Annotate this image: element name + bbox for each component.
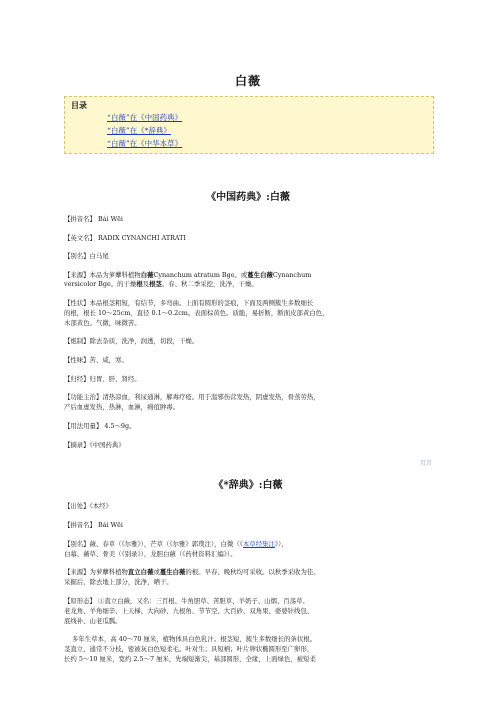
term-baiwei: 白薇 — [140, 271, 154, 279]
back-to-top-link[interactable]: 页首 — [419, 460, 432, 467]
pinyin-line: 【拼音名】 Bái Wēi — [64, 215, 123, 223]
description-line-1: 多年生草本，高 40～70 厘米，植物体具白色乳汁。根茎短，簇生多数细长的条状根。 — [72, 635, 316, 643]
plant-form-line-2: 老龙角、羊角细辛、上天梯、大向砂、九根角、节节空、大百砂、双角果、婆婆针线包、 — [64, 607, 314, 615]
toc-link-cidian[interactable]: “白薇”在《*辞典》 — [107, 126, 171, 135]
toc-label: 目录 — [71, 100, 87, 110]
text: 及 — [142, 280, 150, 288]
function-line-1: 【功能主治】清热凉血，利尿通淋，解毒疗疮。用于温邪伤营发热，阴虚发热，骨蒸劳热， — [64, 393, 320, 401]
traits-line-3: 木部黄色。气微，味微苦。 — [64, 319, 141, 327]
function-line-2: 产后血虚发热，热淋，血淋，痈疽肿毒。 — [64, 403, 180, 411]
description-line-2: 茎直立，通常不分枝，密被灰白色短柔毛。叶对生；具短柄；叶片卵状椭圆形至广卵形， — [64, 645, 314, 653]
toc-link-zhonghua-bencao[interactable]: “白薇”在《中华本草》 — [107, 139, 183, 148]
text: 【来源】为萝藦科植物 — [64, 568, 128, 576]
text: 【别名】薇、春草（《尔雅》），芒草（《尔雅》郭璞注），白微（《 — [64, 540, 243, 548]
section-heading-cidian: 《*辞典》:白薇 — [213, 480, 283, 491]
plant-form-line-1: 【原形态】 ①直立白薇，又名：三百根、牛角胆草、苦胆草、羊奶子、山烟、百荡草、 — [64, 597, 309, 605]
dosage-line: 【用法用量】 4.5～9g。 — [64, 422, 136, 430]
term-mansheng-baiwei: 蔓生白薇 — [159, 568, 186, 576]
traits-line-2: 的根，根长 10～25cm，直径 0.1～0.2cm。表面棕黄色。质脆，易折断，断面皮部黄白色， — [64, 309, 329, 317]
processing-line: 【炮制】除去杂质，洗净，润透，切段，干燥。 — [64, 337, 199, 345]
text: 。春、秋二季采挖，洗净，干燥。 — [161, 280, 258, 288]
toc-link-zhongguo-yaodian[interactable]: “白薇”在《中国药典》 — [107, 113, 183, 122]
bencaojing-jizhu-link[interactable]: 本草经集注 — [242, 540, 275, 548]
term-rhizome: 根茎 — [149, 280, 162, 288]
text: 的根。早春、晚秋均可采收。以秋季采收为佳。 — [185, 568, 320, 576]
alias-line-2-cont: 白幕、薇草、骨美（《别录》），龙胆白薇（《药材资料汇编》）。 — [64, 550, 237, 558]
source-line-2 — [64, 568, 320, 576]
meridian-line: 【归经】归胃、肝、肾经。 — [64, 375, 141, 383]
source-line-2-cont: 采掘后，除去地上部分，洗净，晒干。 — [64, 578, 173, 586]
excerpt-line: 【摘录】《中国药典》 — [64, 441, 125, 449]
term-root: 根 — [136, 280, 143, 288]
source-line — [64, 271, 311, 279]
table-of-contents — [64, 96, 434, 154]
origin-line: 【出处】《本经》 — [64, 502, 112, 510]
nature-line: 【性味】苦、咸，寒。 — [64, 356, 128, 364]
alias-line: 【别名】白马尾 — [64, 252, 109, 260]
text: 或 — [153, 568, 160, 576]
pinyin-line-2: 【拼音名】 Bái Wēi — [64, 521, 123, 529]
section-heading-yaodian: 《中国药典》:白薇 — [206, 192, 290, 203]
term-zhili-baiwei: 直立白薇 — [127, 568, 154, 576]
text: 【来源】本品为萝藦科植物 — [64, 271, 141, 279]
text: 》）， — [274, 540, 288, 548]
source-line-cont — [64, 280, 258, 288]
text: Cynanchum — [272, 271, 312, 279]
alias-line-2 — [64, 540, 288, 548]
page-title: 白薇 — [234, 74, 261, 88]
text: Cynanchum atratum Bge。或 — [153, 271, 248, 279]
traits-line-1: 【性状】本品根茎粗短，有结节，多弯曲。上面有圆形的茎痕，下面及两侧簇生多数细长 — [64, 299, 314, 307]
english-name-line: 【英文名】 RADIX CYNANCHI ATRATI — [64, 234, 186, 242]
term-mansheng-baiwei: 蔓生白薇 — [247, 271, 273, 279]
plant-form-line-3: 底线补、山老瓜瓢。 — [64, 617, 122, 625]
description-line-3: 长约 5～10 厘米，宽约 2.5～7 厘米，先端短渐尖，基部圆形，全缘，上面绿色，被短柔 — [64, 655, 316, 663]
text: versicolor Bge。的干燥 — [64, 280, 137, 288]
